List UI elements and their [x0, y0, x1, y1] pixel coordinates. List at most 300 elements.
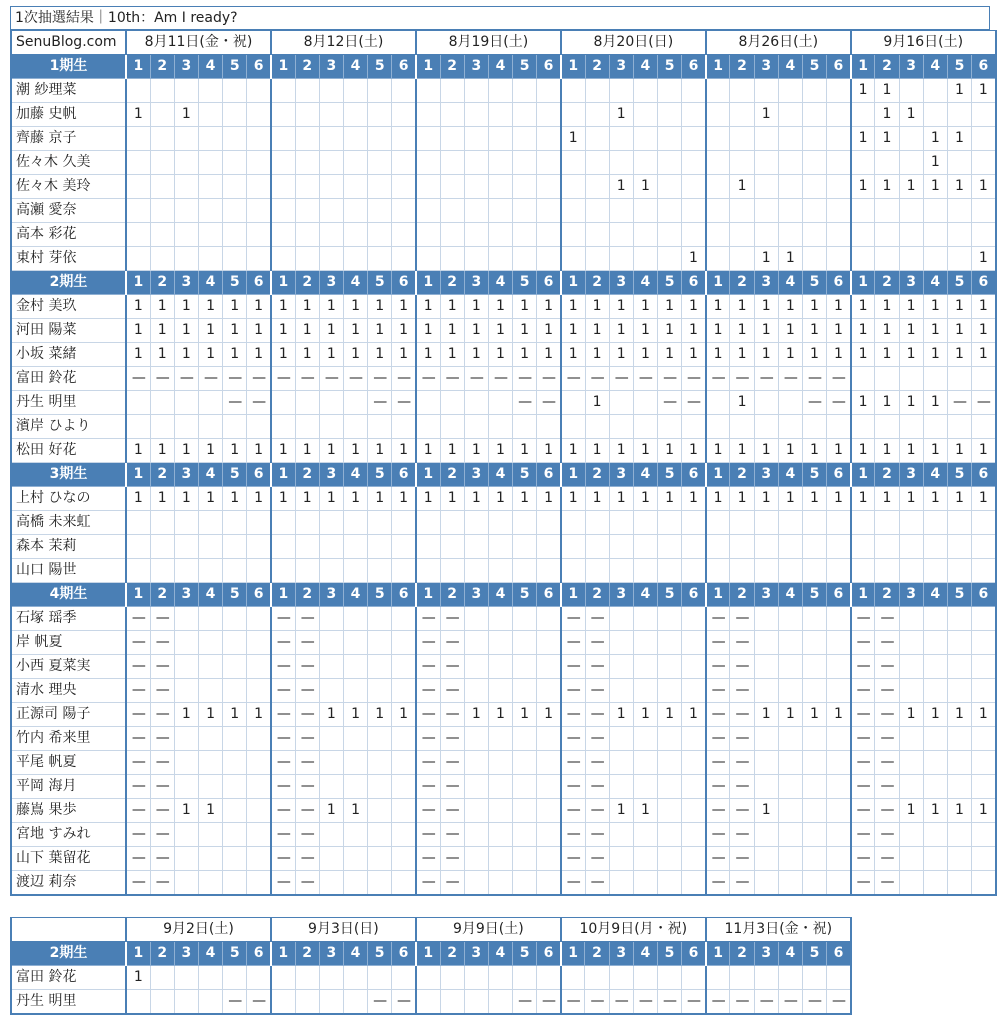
member-name: 平尾 帆夏: [11, 751, 126, 775]
result-cell: —: [561, 367, 585, 391]
result-cell: [802, 966, 826, 990]
slot-number: 2: [730, 463, 754, 487]
slot-number: 1: [271, 942, 295, 966]
result-cell: [947, 631, 971, 655]
member-row: [11, 823, 996, 847]
result-cell: [923, 607, 947, 631]
result-cell: [754, 535, 778, 559]
result-cell: [126, 559, 150, 583]
result-cell: 1: [537, 703, 561, 727]
member-name: 高橋 未来虹: [11, 511, 126, 535]
result-cell: 1: [827, 439, 851, 463]
result-cell: [706, 103, 730, 127]
slot-number: 5: [658, 583, 682, 607]
result-cell: [392, 631, 416, 655]
result-cell: [343, 511, 367, 535]
result-cell: [368, 751, 392, 775]
result-cell: [730, 199, 754, 223]
result-cell: 1: [585, 343, 609, 367]
result-cell: 1: [150, 295, 174, 319]
member-row: [11, 655, 996, 679]
slot-number: 4: [343, 463, 367, 487]
result-cell: [706, 511, 730, 535]
member-name: 宮地 すみれ: [11, 823, 126, 847]
result-cell: [778, 151, 802, 175]
result-cell: [488, 103, 512, 127]
result-cell: [488, 990, 512, 1015]
result-cell: —: [609, 990, 633, 1015]
result-cell: [464, 775, 488, 799]
result-cell: —: [585, 823, 609, 847]
member-row: [11, 79, 996, 103]
result-cell: [198, 79, 222, 103]
result-cell: —: [126, 679, 150, 703]
result-cell: [778, 847, 802, 871]
result-cell: [464, 607, 488, 631]
result-cell: —: [513, 990, 537, 1015]
result-cell: [271, 966, 295, 990]
result-cell: [247, 871, 271, 896]
generation-header-row: [11, 942, 851, 966]
date-header: 8月20日(日): [561, 31, 706, 55]
result-cell: —: [150, 871, 174, 896]
result-cell: [368, 607, 392, 631]
result-cell: 1: [754, 799, 778, 823]
result-cell: [972, 679, 996, 703]
result-cell: —: [150, 631, 174, 655]
slot-number: 1: [851, 271, 875, 295]
member-name: 平岡 海月: [11, 775, 126, 799]
result-cell: —: [802, 367, 826, 391]
result-cell: [513, 415, 537, 439]
result-cell: [343, 990, 367, 1015]
result-cell: [658, 127, 682, 151]
result-cell: [537, 607, 561, 631]
result-cell: —: [392, 391, 416, 415]
result-cell: 1: [247, 487, 271, 511]
result-cell: 1: [343, 487, 367, 511]
result-cell: [827, 823, 851, 847]
result-cell: [682, 415, 706, 439]
result-cell: 1: [682, 703, 706, 727]
slot-number: 2: [440, 942, 464, 966]
slot-number: 2: [150, 271, 174, 295]
result-cell: 1: [368, 343, 392, 367]
slot-number: 5: [223, 942, 247, 966]
result-cell: 1: [754, 487, 778, 511]
member-name: 正源司 陽子: [11, 703, 126, 727]
result-cell: 1: [730, 295, 754, 319]
result-cell: [513, 751, 537, 775]
result-cell: [706, 79, 730, 103]
result-cell: [247, 415, 271, 439]
result-cell: [464, 751, 488, 775]
result-cell: [899, 607, 923, 631]
slot-number: 6: [537, 271, 561, 295]
result-cell: —: [561, 847, 585, 871]
result-cell: —: [875, 679, 899, 703]
result-cell: —: [295, 871, 319, 896]
result-cell: [778, 823, 802, 847]
member-name: 小西 夏菜実: [11, 655, 126, 679]
result-cell: —: [706, 871, 730, 896]
result-cell: 1: [537, 343, 561, 367]
result-cell: [827, 607, 851, 631]
slot-number: 1: [851, 55, 875, 79]
slot-number: 1: [416, 55, 440, 79]
result-cell: [247, 847, 271, 871]
result-cell: [778, 607, 802, 631]
corner-label: [11, 918, 126, 942]
result-cell: [778, 511, 802, 535]
result-cell: [754, 679, 778, 703]
result-cell: [730, 966, 754, 990]
result-cell: [368, 727, 392, 751]
result-cell: 1: [271, 487, 295, 511]
result-cell: 1: [947, 799, 971, 823]
slot-number: 4: [778, 463, 802, 487]
result-cell: [851, 199, 875, 223]
result-cell: —: [416, 679, 440, 703]
result-cell: —: [295, 679, 319, 703]
result-cell: 1: [343, 319, 367, 343]
result-cell: [633, 847, 657, 871]
result-cell: [682, 607, 706, 631]
result-cell: [223, 751, 247, 775]
slot-number: 2: [295, 271, 319, 295]
slot-number: 5: [802, 583, 826, 607]
slot-number: 2: [730, 55, 754, 79]
result-cell: —: [730, 990, 754, 1015]
result-cell: [658, 727, 682, 751]
result-cell: —: [657, 990, 681, 1015]
result-cell: [392, 151, 416, 175]
result-cell: 1: [875, 103, 899, 127]
result-cell: [947, 679, 971, 703]
result-cell: [198, 199, 222, 223]
main-lottery-table: [10, 30, 997, 896]
result-cell: —: [561, 751, 585, 775]
result-cell: [223, 631, 247, 655]
slot-number: 2: [440, 55, 464, 79]
slot-number: 5: [513, 463, 537, 487]
result-cell: 1: [126, 319, 150, 343]
result-cell: —: [271, 655, 295, 679]
date-header: 11月3日(金・祝): [706, 918, 851, 942]
result-cell: [923, 847, 947, 871]
result-cell: [609, 79, 633, 103]
slot-number: 5: [802, 463, 826, 487]
result-cell: 1: [585, 391, 609, 415]
slot-number: 2: [440, 463, 464, 487]
slot-number: 6: [392, 583, 416, 607]
slot-number: 4: [198, 583, 222, 607]
result-cell: 1: [319, 343, 343, 367]
result-cell: 1: [972, 319, 996, 343]
result-cell: —: [271, 727, 295, 751]
result-cell: [392, 511, 416, 535]
result-cell: [537, 511, 561, 535]
result-cell: 1: [174, 703, 198, 727]
result-cell: —: [416, 631, 440, 655]
result-cell: [343, 415, 367, 439]
result-cell: [633, 679, 657, 703]
result-cell: [609, 727, 633, 751]
result-cell: [851, 511, 875, 535]
result-cell: 1: [174, 343, 198, 367]
result-cell: [126, 127, 150, 151]
result-cell: —: [682, 391, 706, 415]
result-cell: [343, 127, 367, 151]
slot-number: 3: [464, 942, 488, 966]
result-cell: —: [295, 367, 319, 391]
generation-header-row: [11, 55, 996, 79]
result-cell: [513, 607, 537, 631]
result-cell: 1: [972, 343, 996, 367]
result-cell: 1: [851, 391, 875, 415]
result-cell: [319, 631, 343, 655]
result-cell: —: [851, 823, 875, 847]
result-cell: [247, 655, 271, 679]
result-cell: [319, 415, 343, 439]
result-cell: 1: [126, 103, 150, 127]
result-cell: [802, 655, 826, 679]
result-cell: [802, 631, 826, 655]
result-cell: [368, 199, 392, 223]
result-cell: [851, 223, 875, 247]
result-cell: [150, 223, 174, 247]
result-cell: [802, 175, 826, 199]
result-cell: [368, 535, 392, 559]
member-name: 石塚 瑶季: [11, 607, 126, 631]
result-cell: [947, 727, 971, 751]
result-cell: —: [150, 847, 174, 871]
slot-number: 1: [416, 463, 440, 487]
result-cell: [126, 199, 150, 223]
result-cell: —: [150, 727, 174, 751]
result-cell: [875, 151, 899, 175]
result-cell: —: [706, 631, 730, 655]
result-cell: [754, 79, 778, 103]
result-cell: 1: [150, 343, 174, 367]
result-cell: [464, 727, 488, 751]
result-cell: —: [416, 727, 440, 751]
result-cell: [488, 79, 512, 103]
result-cell: —: [754, 990, 778, 1015]
result-cell: —: [561, 990, 585, 1015]
result-cell: [609, 535, 633, 559]
result-cell: 1: [633, 703, 657, 727]
member-row: [11, 559, 996, 583]
result-cell: [585, 535, 609, 559]
result-cell: 1: [923, 703, 947, 727]
member-row: [11, 439, 996, 463]
result-cell: 1: [947, 319, 971, 343]
member-row: [11, 367, 996, 391]
result-cell: 1: [947, 439, 971, 463]
result-cell: [802, 511, 826, 535]
result-cell: 1: [247, 439, 271, 463]
result-cell: [295, 199, 319, 223]
result-cell: —: [706, 847, 730, 871]
result-cell: —: [247, 367, 271, 391]
result-cell: [754, 631, 778, 655]
result-cell: 1: [488, 343, 512, 367]
result-cell: [513, 535, 537, 559]
result-cell: 1: [392, 319, 416, 343]
result-cell: [947, 655, 971, 679]
result-cell: [585, 966, 609, 990]
slot-number: 2: [585, 271, 609, 295]
result-cell: —: [585, 703, 609, 727]
result-cell: [150, 79, 174, 103]
slot-number: 1: [561, 271, 585, 295]
result-cell: [223, 775, 247, 799]
slot-number: 2: [875, 463, 899, 487]
member-row: [11, 127, 996, 151]
result-cell: —: [295, 727, 319, 751]
slot-number: 2: [150, 942, 174, 966]
result-cell: —: [851, 679, 875, 703]
result-cell: [223, 103, 247, 127]
result-cell: [706, 559, 730, 583]
date-header: 9月9日(土): [416, 918, 561, 942]
result-cell: [633, 223, 657, 247]
result-cell: [174, 655, 198, 679]
result-cell: 1: [464, 295, 488, 319]
result-cell: [319, 871, 343, 896]
result-cell: [247, 607, 271, 631]
result-cell: —: [851, 727, 875, 751]
result-cell: [923, 247, 947, 271]
result-cell: [972, 199, 996, 223]
result-cell: 1: [561, 343, 585, 367]
result-cell: 1: [319, 319, 343, 343]
result-cell: [126, 79, 150, 103]
slot-number: 2: [295, 942, 319, 966]
result-cell: [682, 127, 706, 151]
slot-number: 2: [585, 583, 609, 607]
result-cell: 1: [947, 175, 971, 199]
result-cell: [223, 535, 247, 559]
result-cell: 1: [174, 439, 198, 463]
result-cell: 1: [972, 487, 996, 511]
result-cell: 1: [827, 295, 851, 319]
result-cell: 1: [464, 439, 488, 463]
result-cell: 1: [319, 439, 343, 463]
result-cell: —: [706, 607, 730, 631]
member-row: [11, 751, 996, 775]
slot-number: 6: [247, 271, 271, 295]
result-cell: [972, 127, 996, 151]
result-cell: [295, 535, 319, 559]
member-name: 齊藤 京子: [11, 127, 126, 151]
result-cell: [440, 559, 464, 583]
result-cell: [633, 127, 657, 151]
result-cell: —: [658, 367, 682, 391]
result-cell: —: [875, 799, 899, 823]
member-row: [11, 966, 851, 990]
result-cell: —: [368, 391, 392, 415]
result-cell: [585, 199, 609, 223]
result-cell: 1: [875, 319, 899, 343]
result-cell: [561, 151, 585, 175]
result-cell: [972, 223, 996, 247]
result-cell: —: [730, 703, 754, 727]
result-cell: —: [295, 823, 319, 847]
result-cell: 1: [851, 319, 875, 343]
result-cell: [730, 559, 754, 583]
result-cell: [488, 127, 512, 151]
result-cell: [126, 511, 150, 535]
result-cell: [368, 151, 392, 175]
result-cell: 1: [319, 487, 343, 511]
result-cell: [537, 655, 561, 679]
result-cell: [416, 223, 440, 247]
result-cell: 1: [658, 343, 682, 367]
member-name: 山口 陽世: [11, 559, 126, 583]
member-row: [11, 775, 996, 799]
result-cell: 1: [633, 319, 657, 343]
result-cell: 1: [947, 295, 971, 319]
result-cell: —: [851, 703, 875, 727]
result-cell: 1: [392, 295, 416, 319]
result-cell: [488, 175, 512, 199]
result-cell: 1: [972, 799, 996, 823]
result-cell: 1: [899, 103, 923, 127]
slot-number: 1: [416, 942, 440, 966]
result-cell: —: [126, 703, 150, 727]
result-cell: [658, 871, 682, 896]
result-cell: [754, 223, 778, 247]
result-cell: [343, 727, 367, 751]
result-cell: [609, 247, 633, 271]
result-cell: —: [730, 823, 754, 847]
result-cell: [295, 127, 319, 151]
result-cell: [513, 823, 537, 847]
result-cell: [658, 823, 682, 847]
result-cell: [295, 511, 319, 535]
corner-label: SenuBlog.com: [11, 31, 126, 55]
member-row: [11, 679, 996, 703]
result-cell: [609, 559, 633, 583]
result-cell: —: [875, 727, 899, 751]
result-cell: [368, 799, 392, 823]
member-name: 丹生 明里: [11, 391, 126, 415]
result-cell: 1: [319, 799, 343, 823]
result-cell: [802, 103, 826, 127]
result-cell: 1: [754, 247, 778, 271]
result-cell: 1: [972, 175, 996, 199]
result-cell: [923, 79, 947, 103]
result-cell: —: [368, 367, 392, 391]
result-cell: [247, 966, 271, 990]
result-cell: 1: [440, 487, 464, 511]
result-cell: [633, 247, 657, 271]
result-cell: 1: [440, 319, 464, 343]
slot-number: 6: [682, 583, 706, 607]
slot-number: 6: [827, 55, 851, 79]
result-cell: [585, 511, 609, 535]
result-cell: [198, 175, 222, 199]
slot-number: 5: [802, 55, 826, 79]
member-name: 潮 紗理菜: [11, 79, 126, 103]
result-cell: 1: [899, 439, 923, 463]
slot-number: 3: [609, 942, 633, 966]
result-cell: 1: [150, 487, 174, 511]
result-cell: —: [513, 391, 537, 415]
slot-number: 6: [972, 463, 996, 487]
